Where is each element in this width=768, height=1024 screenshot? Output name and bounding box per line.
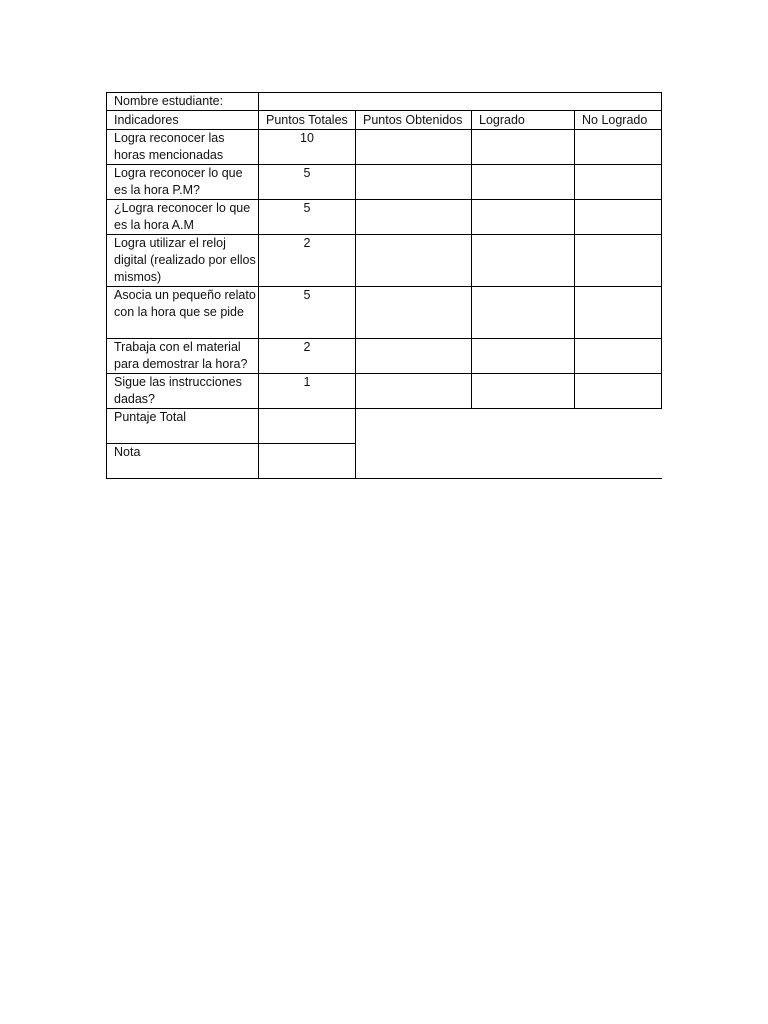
obtained-points-cell[interactable]	[356, 235, 472, 287]
total-points-cell: 5	[259, 200, 356, 235]
total-points-cell: 1	[259, 374, 356, 409]
total-points-cell: 5	[259, 165, 356, 200]
obtained-points-cell[interactable]	[356, 287, 472, 339]
header-total-points: Puntos Totales	[259, 111, 356, 130]
student-name-label: Nombre estudiante:	[107, 93, 259, 111]
achieved-cell[interactable]	[472, 287, 575, 339]
student-name-field[interactable]	[259, 93, 662, 111]
indicator-cell: Sigue las instrucciones dadas?	[107, 374, 259, 409]
evaluation-rubric-table	[106, 92, 662, 479]
header-indicators: Indicadores	[107, 111, 259, 130]
total-points-cell: 10	[259, 130, 356, 165]
total-points-cell: 2	[259, 235, 356, 287]
achieved-cell[interactable]	[472, 130, 575, 165]
table-row	[107, 339, 662, 374]
total-score-row	[107, 409, 662, 444]
not-achieved-cell[interactable]	[575, 374, 662, 409]
total-points-cell: 5	[259, 287, 356, 339]
table-row	[107, 200, 662, 235]
achieved-cell[interactable]	[472, 165, 575, 200]
achieved-cell[interactable]	[472, 235, 575, 287]
table-row	[107, 235, 662, 287]
achieved-cell[interactable]	[472, 200, 575, 235]
table-row	[107, 130, 662, 165]
indicator-cell: Asocia un pequeño relato con la hora que se pide	[107, 287, 259, 339]
not-achieved-cell[interactable]	[575, 165, 662, 200]
grade-field[interactable]	[259, 444, 356, 479]
indicator-cell: Logra reconocer las horas mencionadas	[107, 130, 259, 165]
not-achieved-cell[interactable]	[575, 339, 662, 374]
grade-label: Nota	[107, 444, 259, 479]
total-score-field[interactable]	[259, 409, 356, 444]
not-achieved-cell[interactable]	[575, 287, 662, 339]
achieved-cell[interactable]	[472, 374, 575, 409]
obtained-points-cell[interactable]	[356, 374, 472, 409]
header-achieved: Logrado	[472, 111, 575, 130]
not-achieved-cell[interactable]	[575, 235, 662, 287]
not-achieved-cell[interactable]	[575, 200, 662, 235]
indicator-cell: Logra reconocer lo que es la hora P.M?	[107, 165, 259, 200]
obtained-points-cell[interactable]	[356, 165, 472, 200]
total-score-label: Puntaje Total	[107, 409, 259, 444]
obtained-points-cell[interactable]	[356, 200, 472, 235]
header-not-achieved: No Logrado	[575, 111, 662, 130]
indicator-cell: ¿Logra reconocer lo que es la hora A.M	[107, 200, 259, 235]
indicator-cell: Trabaja con el material para demostrar la hora?	[107, 339, 259, 374]
obtained-points-cell[interactable]	[356, 130, 472, 165]
not-achieved-cell[interactable]	[575, 130, 662, 165]
table-row	[107, 287, 662, 339]
obtained-points-cell[interactable]	[356, 339, 472, 374]
total-points-cell: 2	[259, 339, 356, 374]
table-row	[107, 374, 662, 409]
summary-blank-area	[356, 409, 662, 479]
header-obtained-points: Puntos Obtenidos	[356, 111, 472, 130]
table-row	[107, 165, 662, 200]
indicator-cell: Logra utilizar el reloj digital (realizado por ellos mismos)	[107, 235, 259, 287]
student-name-row	[107, 93, 662, 111]
header-row	[107, 111, 662, 130]
achieved-cell[interactable]	[472, 339, 575, 374]
